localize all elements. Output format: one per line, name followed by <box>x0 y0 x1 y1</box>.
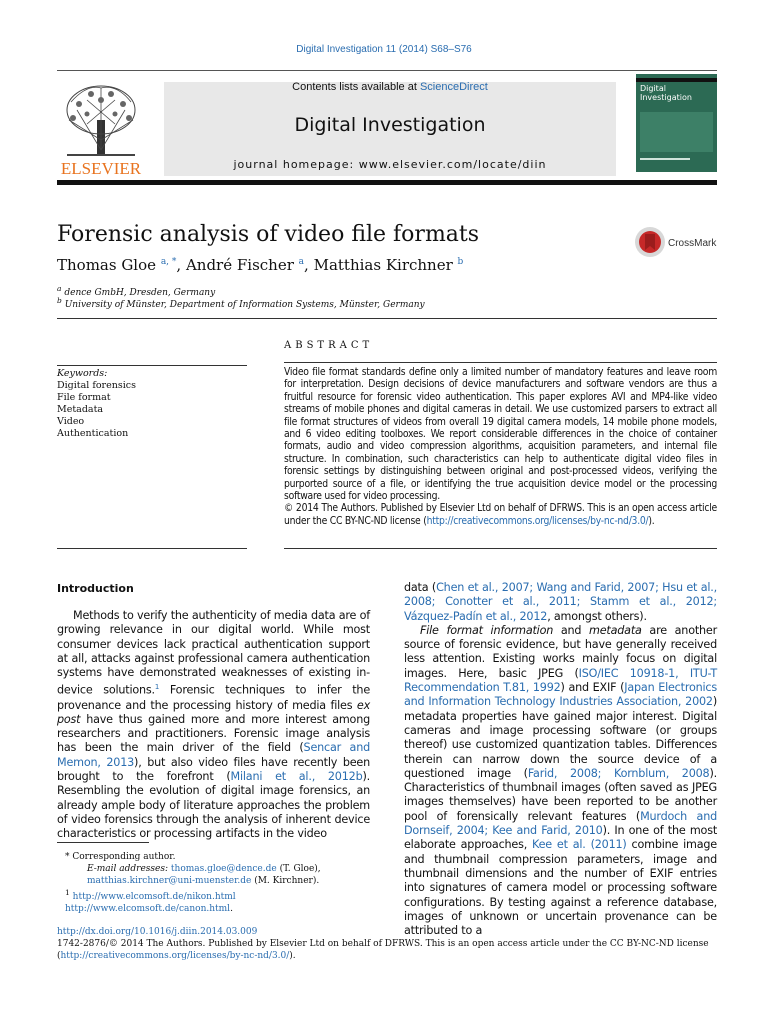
article-title: Forensic analysis of video file formats <box>57 222 480 247</box>
email-link[interactable]: thomas.gloe@dence.de <box>170 864 277 874</box>
keyword-item: Metadata <box>57 404 104 415</box>
author-affiliation-mark[interactable]: b <box>457 257 464 267</box>
journal-cover-image[interactable] <box>636 74 717 172</box>
body-emphasis: File format information <box>420 623 554 637</box>
email-label: E-mail addresses: <box>87 864 169 874</box>
contents-line <box>164 81 616 93</box>
cover-top-strip <box>636 78 717 82</box>
copyright-text: © 2014 The Authors. Published by Elsevier Ltd on behalf of DFRWS. This is an open access article under the CC BY-NC-ND license ( <box>284 502 717 527</box>
body-column-left <box>57 609 370 841</box>
keywords-rule-top <box>57 365 247 366</box>
citation-link[interactable]: Japan Electronics and Information Technology Industries Association, 2002 <box>404 681 717 709</box>
keyword-item: Video <box>57 416 85 427</box>
author-name[interactable]: Matthias Kirchner <box>313 256 453 274</box>
body-text: are another source of forensic evidence, but have generally received less attention. Existing works mainly focus on digital images. Here, basic JPEG ( <box>404 623 717 680</box>
affiliation-mark: a <box>57 284 62 293</box>
citation-link[interactable]: Milani et al., 2012b <box>230 770 363 783</box>
keyword-item: Authentication <box>57 428 129 439</box>
body-text: combine image and thumbnail compression parameters, image and thumbnail dimensions and the number of EXIF entries into signatures of camera model or processing software configurations. By testing against a reference database, images of unknown or uncertain provenance can be attributed to a <box>404 838 717 938</box>
body-text: and <box>553 623 590 637</box>
keywords-block <box>57 368 136 440</box>
keywords-label: Keywords: <box>57 368 108 379</box>
affiliation-text: dence GmbH, Dresden, Germany <box>64 288 216 298</box>
abstract-rule-top <box>284 362 717 363</box>
author-affiliation-mark[interactable]: a, * <box>160 257 177 267</box>
email-owner: (M. Kirchner). <box>251 876 320 886</box>
abstract-text: Video file format standards define only a limited number of mandatory features and leave room for interpretation. Design decisions of device manufacturers and software vendors are thus a fruitful resource for forensic video authentication. This paper explores AVI and MP4-like video streams of mobile phones and digital cameras in detail. We use customized parsers to extract all file format structures of videos from overall 19 digital camera models, 14 mobile phone models, and 6 video editing toolboxes. We report considerable differences in the choice of container formats, audio and video compression algorithms, acquisition parameters, and internal file structure. In combination, such characteristics can help to authenticate digital video files in forensic settings by distinguishing between original and post-processed videos, verifying the purported source of a file, or identifying the true acquisition device model or the processing software used for video processing. <box>284 366 717 503</box>
journal-homepage[interactable]: journal homepage: www.elsevier.com/locate/diin <box>233 158 547 171</box>
affiliation-text: University of Münster, Department of Information Systems, Münster, Germany <box>64 300 425 310</box>
section-rule <box>57 318 717 319</box>
abstract-copyright <box>284 502 717 527</box>
doi-link[interactable]: http://dx.doi.org/10.1016/j.diin.2014.03.009 <box>57 927 258 937</box>
citation-link[interactable]: ISO/IEC 10918-1, ITU-T Recommendation T.81, 1992 <box>404 666 717 695</box>
body-text: , amongst others). <box>547 609 647 623</box>
crossmark-badge[interactable] <box>634 226 724 260</box>
affiliation-mark: b <box>57 296 62 305</box>
body-text: data ( <box>404 581 437 594</box>
paragraph <box>404 624 717 939</box>
footnote-ref[interactable]: 1 <box>154 683 160 692</box>
footnote-text: Corresponding author. <box>72 852 176 862</box>
author-name[interactable]: André Fischer <box>185 256 294 274</box>
publisher-name: ELSEVIER <box>60 159 142 176</box>
footnote-link[interactable]: http://www.elcomsoft.de/nikon.html <box>72 892 236 902</box>
journal-reference[interactable]: Digital Investigation 11 (2014) S68–S76 <box>296 44 472 55</box>
citation-link[interactable]: Murdoch and Dornseif, 2004; Kee and Farid, 2010 <box>404 809 717 838</box>
footnote-rule <box>57 842 149 843</box>
copyright-end: ). <box>648 514 655 527</box>
keyword-item: Digital forensics <box>57 380 136 391</box>
footnote-mark: * <box>65 852 70 862</box>
body-emphasis: ex post <box>57 698 370 726</box>
body-text: have thus gained more and more interest among researchers and practitioners. Forensic image analysis has been the main driver of the field ( <box>57 712 370 755</box>
license-statement <box>57 938 717 962</box>
footnote-1 <box>57 887 370 915</box>
license-text: 1742-2876/© 2014 The Authors. Published by Elsevier Ltd on behalf of DFRWS. This is an open access article under the CC BY-NC-ND license ( <box>57 939 709 961</box>
cover-title <box>640 84 692 102</box>
header-rule <box>57 70 717 71</box>
footnote-end: . <box>230 904 233 914</box>
footnote-link[interactable]: http://www.elcomsoft.de/canon.html <box>65 904 231 914</box>
crossmark-label: CrossMark <box>668 238 717 249</box>
footnote-mark: 1 <box>65 888 70 897</box>
body-text: ). In one of the most elaborate approaches, <box>404 824 718 852</box>
elsevier-tree-icon <box>57 80 145 176</box>
header-thick-rule <box>57 180 717 185</box>
keywords-rule-bottom <box>57 548 247 549</box>
crossmark-icon <box>634 226 724 260</box>
keyword-item: File format <box>57 392 111 403</box>
paragraph <box>404 581 717 624</box>
affiliation-b <box>57 296 425 310</box>
cover-title-line1: Digital <box>640 84 666 93</box>
body-text: ), but also video files have recently been brought to the forefront ( <box>57 755 370 783</box>
cover-title-line2: Investigation <box>640 93 692 102</box>
footnote-emails <box>57 863 370 887</box>
license-link[interactable]: http://creativecommons.org/licenses/by-nc-nd/3.0/ <box>60 951 290 961</box>
sciencedirect-link[interactable]: ScienceDirect <box>419 81 488 93</box>
body-text: Methods to verify the authenticity of media data are of growing relevance in our digital world. While most consumer devices lack practical authentication support at all, attacks against professional camera authentication systems have demonstrated weaknesses of existing in-device solutions. <box>57 609 370 698</box>
abstract-body <box>284 366 717 527</box>
citation-link[interactable]: Kee et al. (2011) <box>532 838 627 852</box>
body-text: ) metadata properties have gained major interest. Digital cameras and image processing software (or groups thereof) use customized quantization tables. Differences therein can narrow down the source device of a questioned image ( <box>404 695 717 780</box>
author-affiliation-mark[interactable]: a <box>298 257 305 267</box>
contents-prefix: Contents lists available at <box>292 81 420 93</box>
body-text: ). Characteristics of thumbnail images (often saved as JPEG images themselves) have been reported to be another pool of forensically relevant features ( <box>404 766 718 823</box>
elsevier-logo[interactable] <box>57 80 145 176</box>
body-text: ) and EXIF ( <box>560 681 625 695</box>
citation-link[interactable]: Chen et al., 2007; Wang and Farid, 2007; Hsu et al., 2008; Conotter et al., 2011; Stamm et al., 2012; Vázquez-Padín et al., 2012 <box>404 581 717 623</box>
footnotes <box>57 851 370 915</box>
citation-link[interactable]: Farid, 2008; Kornblum, 2008 <box>527 766 710 780</box>
cover-footer-line <box>640 158 690 160</box>
journal-title: Digital Investigation <box>294 114 486 136</box>
email-link[interactable]: matthias.kirchner@uni-muenster.de <box>87 876 252 886</box>
author-list: Thomas Gloe $^{a, *}$, André Fischer $^a$, Matthias Kirchner $^b$ <box>57 256 464 274</box>
footnote-corresponding <box>57 851 370 863</box>
abstract-rule-bottom <box>284 548 717 549</box>
body-column-right <box>404 581 717 938</box>
cover-graphic <box>640 112 713 152</box>
license-link[interactable]: http://creativecommons.org/licenses/by-nc-nd/3.0/ <box>426 514 649 527</box>
email-owner: (T. Gloe), <box>276 864 321 874</box>
body-emphasis: metadata <box>589 623 642 637</box>
section-heading: Introduction <box>57 582 134 595</box>
author-name[interactable]: Thomas Gloe <box>57 256 157 274</box>
license-end: ). <box>289 951 296 961</box>
body-text: Forensic techniques to infer the provenance and the processing history of media files <box>57 684 370 712</box>
abstract-heading: ABSTRACT <box>284 340 374 351</box>
body-text: ). Resembling the evolution of digital image forensics, an already ample body of literature approaches the problem of video forensics through the analysis of inherent device characteristics or processing artifacts in the video <box>57 770 370 841</box>
citation-link[interactable]: Sencar and Memon, 2013 <box>57 741 370 769</box>
article-footer <box>57 926 717 962</box>
